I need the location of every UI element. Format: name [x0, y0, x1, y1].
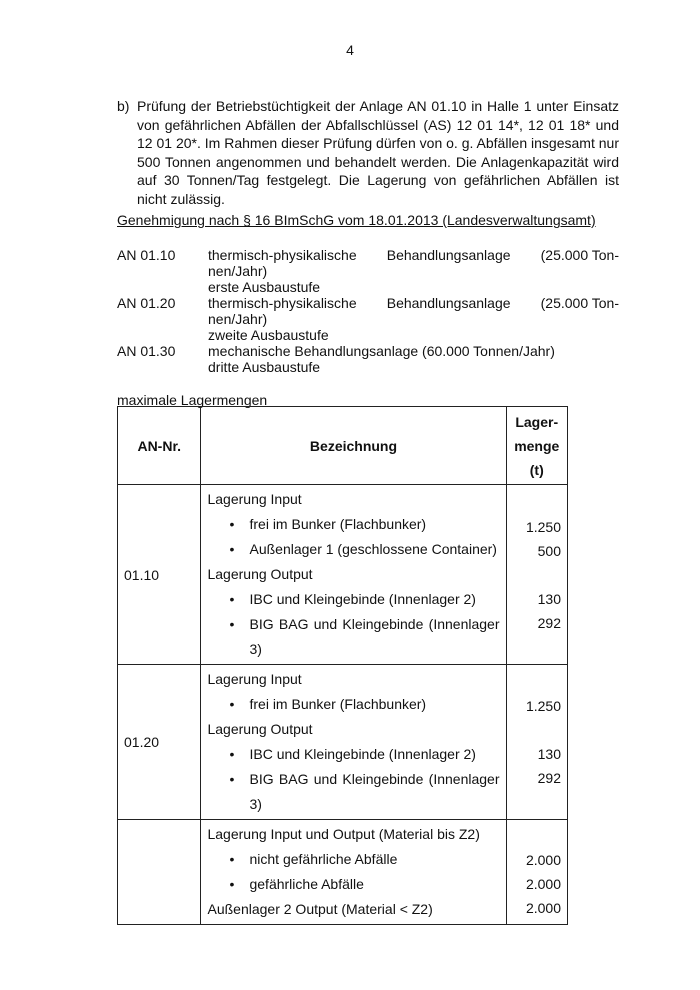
storage-table — [117, 406, 568, 925]
permit-heading: Genehmigung nach § 16 BImSchG vom 18.01.2013 (Landesverwaltungsamt) — [117, 212, 596, 228]
row-bezeichnung — [201, 665, 506, 820]
row-an-nr: 01.10 — [118, 485, 201, 665]
menge-value: 2.000 — [525, 900, 561, 916]
plant-stage: erste Ausbaustufe — [208, 279, 321, 295]
row-an-nr: 01.20 — [118, 665, 201, 820]
table-caption: maximale Lagermengen — [117, 392, 268, 408]
plant-desc-part: thermisch-physikalische — [208, 247, 357, 263]
plant-stage: zweite Ausbaustufe — [208, 327, 329, 343]
row-line: Lagerung Input — [207, 671, 302, 687]
plant-desc-part: Behandlungsanlage — [386, 295, 511, 311]
row-line: nicht gefährliche Abfälle — [249, 851, 398, 867]
plant-code: AN 01.20 — [117, 295, 176, 311]
row-line: Außenlager 1 (geschlossene Container) — [249, 541, 497, 557]
bullet-icon: • — [229, 616, 235, 632]
plant-desc-full: mechanische Behandlungsanlage (60.000 Tonnen/Jahr) — [208, 343, 555, 359]
menge-value: 500 — [537, 542, 561, 559]
menge-value: 2.000 — [525, 876, 561, 892]
header-lagermenge-line: menge — [514, 437, 560, 454]
plant-item — [117, 247, 619, 295]
menge-value: 2.000 — [525, 852, 561, 868]
plant-desc-cont: nen/Jahr) — [208, 311, 268, 327]
menge-value: 1.250 — [525, 518, 561, 535]
header-lagermenge — [506, 407, 568, 485]
row-line: BIG BAG und Kleingebinde (Innenlager 3) — [249, 616, 500, 657]
row-line: Lagerung Output — [207, 566, 313, 582]
paragraph-text: Prüfung der Betriebstüchtigkeit der Anlage AN 01.10 in Halle 1 unter Einsatz von gefährlichen Abfällen der Abfallschlüssel (AS) 12 01 14*, 12 01 18* und 12 01 20*. Im Rahmen dieser Prüfung dürfen von o. g. Abfällen insgesamt nur 500 Tonnen angenommen und behandelt werden. Die Anlagenkapazität wird auf 30 Tonnen/Tag festgelegt. Die Lagerung von gefährlichen Abfällen ist nicht zulässig. — [137, 98, 619, 207]
bullet-icon: • — [229, 746, 235, 762]
row-line: Lagerung Input — [207, 491, 302, 507]
header-lagermenge-line: (t) — [529, 461, 544, 478]
row-bezeichnung — [201, 485, 506, 665]
bullet-icon: • — [229, 541, 235, 557]
row-an-nr — [118, 820, 201, 925]
bullet-icon: • — [229, 591, 235, 607]
header-lagermenge-line: Lager- — [515, 413, 559, 430]
row-menge — [506, 820, 568, 925]
menge-value: 292 — [537, 770, 561, 786]
plant-desc-cont: nen/Jahr) — [208, 263, 268, 279]
menge-value: 130 — [537, 590, 561, 607]
table-header-row — [118, 407, 568, 485]
row-line: Lagerung Input und Output (Material bis Z2) — [207, 826, 480, 842]
row-line: gefährliche Abfälle — [249, 876, 364, 892]
menge-value: 292 — [537, 614, 561, 631]
menge-value: 130 — [537, 746, 561, 762]
row-line: frei im Bunker (Flachbunker) — [249, 516, 427, 532]
plant-desc-part: (25.000 Ton- — [540, 247, 619, 263]
bullet-icon: • — [229, 696, 235, 712]
row-line: frei im Bunker (Flachbunker) — [249, 696, 427, 712]
bullet-icon: • — [229, 876, 235, 892]
table-row — [118, 820, 568, 925]
plant-desc-part: Behandlungsanlage — [386, 247, 511, 263]
plant-code: AN 01.30 — [117, 343, 176, 359]
table-row — [118, 485, 568, 665]
row-line: Außenlager 2 Output (Material < Z2) — [207, 901, 433, 917]
row-menge — [506, 485, 568, 665]
bullet-icon: • — [229, 851, 235, 867]
plant-list — [117, 247, 619, 375]
row-line: BIG BAG und Kleingebinde (Innenlager 3) — [249, 771, 500, 812]
page-number: 4 — [346, 42, 354, 58]
header-an-nr: AN-Nr. — [118, 407, 201, 485]
plant-stage: dritte Ausbaustufe — [208, 359, 321, 375]
paragraph-label: b) — [117, 98, 130, 114]
table-row — [118, 665, 568, 820]
plant-desc-part: thermisch-physikalische — [208, 295, 357, 311]
row-menge — [506, 665, 568, 820]
header-bezeichnung: Bezeichnung — [201, 407, 506, 485]
row-line: IBC und Kleingebinde (Innenlager 2) — [249, 746, 476, 762]
row-line: Lagerung Output — [207, 721, 313, 737]
bullet-icon: • — [229, 771, 235, 787]
plant-code: AN 01.10 — [117, 247, 176, 263]
row-bezeichnung — [201, 820, 506, 925]
menge-value: 1.250 — [525, 698, 561, 714]
row-line: IBC und Kleingebinde (Innenlager 2) — [249, 591, 476, 607]
plant-item — [117, 343, 619, 375]
plant-item — [117, 295, 619, 343]
bullet-icon: • — [229, 516, 235, 532]
paragraph-b — [117, 97, 619, 208]
plant-desc-part: (25.000 Ton- — [540, 295, 619, 311]
